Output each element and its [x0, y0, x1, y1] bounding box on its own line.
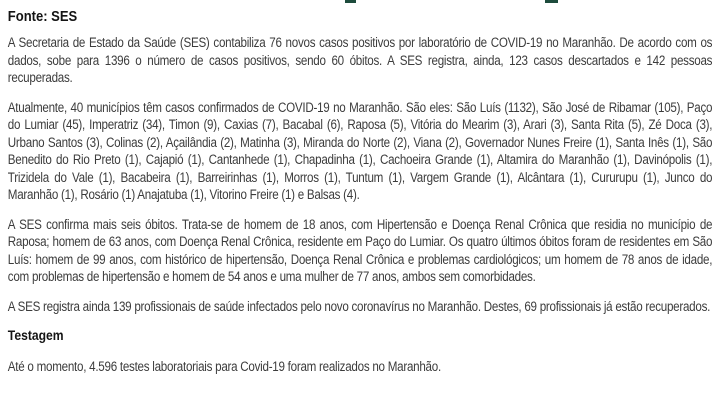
- testing-heading: Testagem: [7, 327, 64, 343]
- source-heading: Fonte: SES: [7, 8, 78, 25]
- paragraph-municipalities-list: Atualmente, 40 municípios têm casos confirmados de COVID-19 no Maranhão. São eles: São Luís (1132), São José de Ribamar (105), Paço do Lumiar (45), Imperatriz (34), Timon (9), Caxias (7), Bacabal (6), Raposa (5), Vitória do Mearim (3), Arari (3), Santa Rita (5), Zé Doca (3), Urbano Santos (3), Colinas (2), Açailândia (2), Matinha (3), Miranda do Norte (2), Viana (2), Governador Nunes Freire (1), Santa Inês (1), São Benedito do Rio Preto (1), Cajapió (1), Cantanhede (1), Chapadinha (1), Cachoeira Grande (1), Altamira do Maranhão (1), Davinópolis (1), Trizidela do Vale (1), Bacabeira (1), Barreirinhas (1), Morros (1), Tuntum (1), Vargem Grande (1), Alcântara (1), Cururupu (1), Junco do Maranhão (1), Rosário (1) Anajatuba (1), Vitorino Freire (1) e Balsas (4).: [7, 99, 713, 202]
- paragraph-case-summary: A Secretaria de Estado da Saúde (SES) contabiliza 76 novos casos positivos por laboratório de COVID-19 no Maranhão. De acordo com os dados, sobe para 1396 o número de casos positivos, sendo 60 óbitos. A SES registra, ainda, 123 casos descartados e 142 pessoas recuperadas.: [7, 35, 713, 85]
- paragraph-tests-total: Até o momento, 4.596 testes laboratoriais para Covid-19 foram realizados no Maranhão.: [7, 359, 441, 374]
- paragraph-health-workers: A SES registra ainda 139 profissionais de saúde infectados pelo novo coronavírus no Maranhão. Destes, 69 profissionais já estão recuperados.: [7, 298, 711, 314]
- paragraph-deaths-detail: A SES confirma mais seis óbitos. Trata-se de homem de 18 anos, com Hipertensão e Doença Renal Crônica que residia no município de Raposa; homem de 63 anos, com Doença Renal Crônica, residente em Paço do Lumiar. Os quatro últimos óbitos foram de residentes em São Luís: homem de 99 anos, com histórico de hipertensão, Doença Renal Crônica e problemas cardiológicos; um homem de 78 anos de idade, com problemas de hipertensão e homem de 54 anos e uma mulher de 77 anos, ambos sem comorbidades.: [7, 216, 713, 284]
